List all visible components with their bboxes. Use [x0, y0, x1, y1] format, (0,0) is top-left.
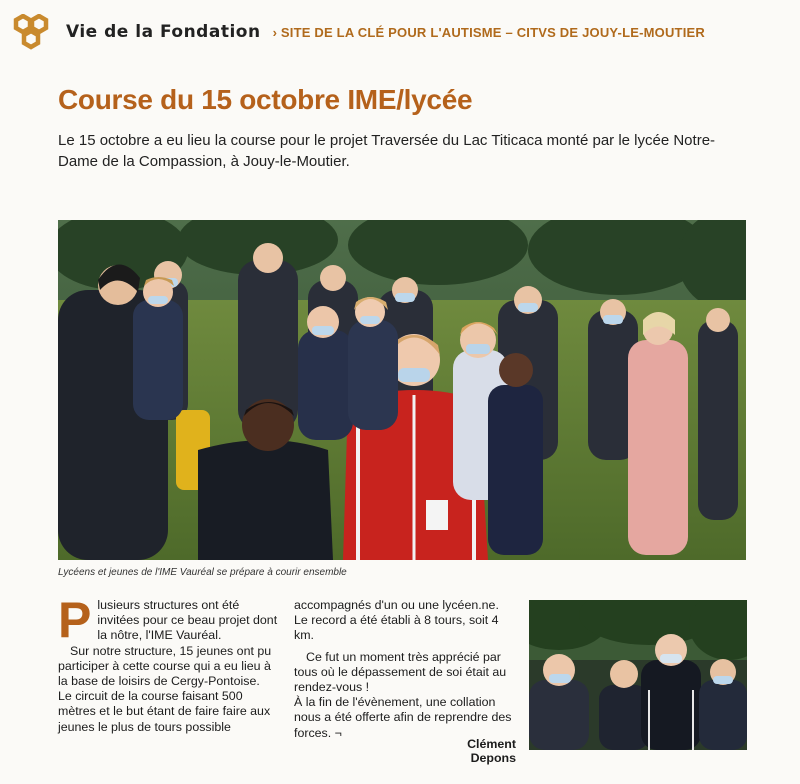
section-name: Vie de la Fondation — [66, 22, 261, 42]
hexagon-logo-icon — [12, 14, 52, 50]
paragraph: lusieurs structures ont été invitées pour ce beau projet dont la nôtre, l'IME Vauréal. — [97, 598, 278, 643]
breadcrumb: › SITE DE LA CLÉ POUR L'AUTISME – CITVS DE JOUY-LE-MOUTIER — [272, 24, 705, 40]
photo-caption: Lycéens et jeunes de l'IME Vauréal se prépare à courir ensemble — [58, 567, 347, 578]
article-title: Course du 15 octobre IME/lycée — [58, 84, 473, 115]
article-body — [58, 592, 516, 750]
page-header — [12, 14, 788, 50]
secondary-photo — [529, 600, 747, 750]
paragraph: À la fin de l'évènement, une collation nous a été offerte afin de reprendre des forces. ¬ — [294, 695, 512, 740]
group-photo — [58, 220, 746, 560]
paragraph: Sur notre structure, 15 jeunes ont pu participer à cette course qui a eu lieu à la base de loisirs de Cergy-Pontoise. — [58, 643, 272, 689]
paragraph: Ce fut un moment très apprécié par tous où le dépassement de soi était au rendez-vous ! — [294, 649, 507, 695]
article-author: Clément Depons — [467, 737, 516, 765]
dropcap: P — [58, 592, 92, 648]
paragraph: Le circuit de la course faisant 500 mètres et le but étant de faire faire aux jeunes le plus de tours possible accompagnés d'un ou une lycéen.ne. Le record a été établi à 8 tours, soit 4 km. — [58, 598, 499, 734]
article-intro: Le 15 octobre a eu lieu la course pour le projet Traversée du Lac Titicaca monté par le lycée Notre-Dame de la Compassion, à Jouy-le-Moutier. — [58, 132, 716, 170]
